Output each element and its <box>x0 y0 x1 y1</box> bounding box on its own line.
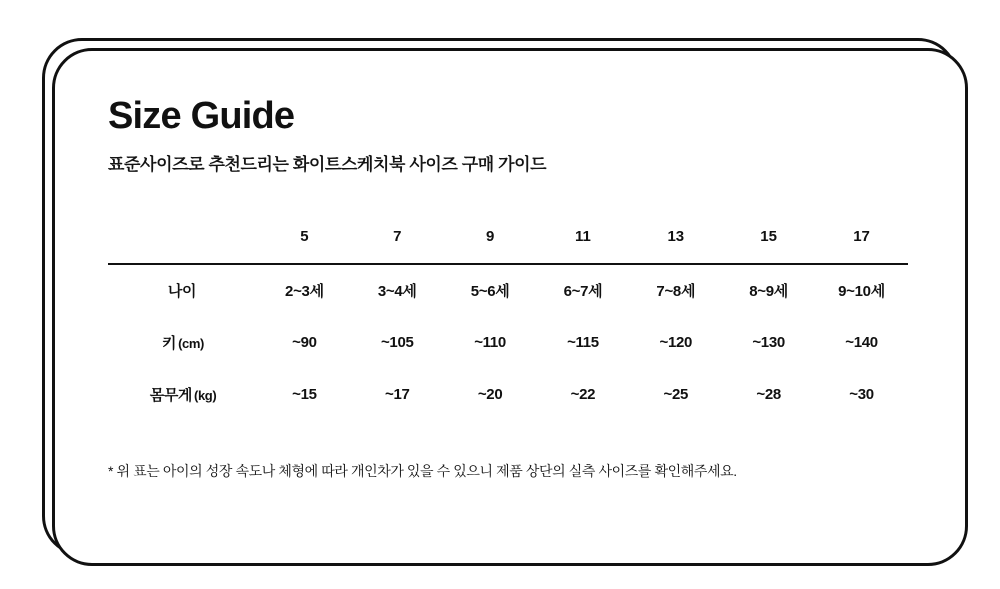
table-cell: 8~9세 <box>749 283 789 301</box>
table-cell: 5~6세 <box>470 283 510 301</box>
row-label-unit: (cm) <box>178 336 204 352</box>
column-header: 17 <box>853 228 870 246</box>
table-cell: ~25 <box>663 386 689 404</box>
column-header: 15 <box>760 228 777 246</box>
column-header: 13 <box>667 228 685 246</box>
page-subtitle: 표준사이즈로 추천드리는 화이트스케치북 사이즈 구매 가이드 <box>108 154 547 174</box>
table-row <box>108 317 908 369</box>
column-header: 5 <box>300 228 309 246</box>
page-title: Size Guide <box>108 95 295 137</box>
row-label-age <box>108 264 258 317</box>
table-cell: ~90 <box>292 334 317 352</box>
table-cell: ~105 <box>380 334 414 352</box>
size-guide-content <box>52 48 968 566</box>
table-row <box>108 264 908 317</box>
table-cell: ~130 <box>752 334 785 352</box>
table-cell: ~20 <box>477 386 503 404</box>
table-cell: ~115 <box>567 334 599 352</box>
table-cell: 3~4세 <box>377 283 417 301</box>
table-cell: 2~3세 <box>285 283 324 301</box>
row-label-text: 키 <box>162 335 177 353</box>
table-cell: 9~10세 <box>838 283 885 301</box>
size-table <box>108 211 908 421</box>
table-cell: ~140 <box>845 334 878 352</box>
row-label-text: 나이 <box>167 283 197 301</box>
table-cell: ~30 <box>849 386 874 404</box>
table-cell: ~15 <box>292 386 317 404</box>
table-cell: ~120 <box>659 334 693 352</box>
table-cell: ~28 <box>756 386 781 404</box>
row-label-weight <box>108 369 258 421</box>
column-header: 9 <box>485 228 495 246</box>
table-cell: 6~7세 <box>563 283 603 301</box>
column-header: 11 <box>575 228 591 246</box>
table-header-row <box>108 211 908 264</box>
table-cell: ~17 <box>384 386 410 404</box>
size-table-header <box>108 211 908 264</box>
footnote: * 위 표는 아이의 성장 속도나 체형에 따라 개인차가 있을 수 있으니 제품 상단의 실측 사이즈를 확인해주세요. <box>108 462 737 479</box>
table-row <box>108 369 908 421</box>
table-cell: 7~8세 <box>656 283 696 301</box>
column-header: 7 <box>393 228 402 246</box>
table-corner-cell <box>108 211 258 264</box>
size-table-body <box>108 264 908 421</box>
table-cell: ~22 <box>570 386 596 404</box>
table-cell: ~110 <box>474 334 506 352</box>
row-label-height <box>108 317 258 369</box>
row-label-unit: (kg) <box>194 388 217 404</box>
row-label-text: 몸무게 <box>149 387 193 405</box>
